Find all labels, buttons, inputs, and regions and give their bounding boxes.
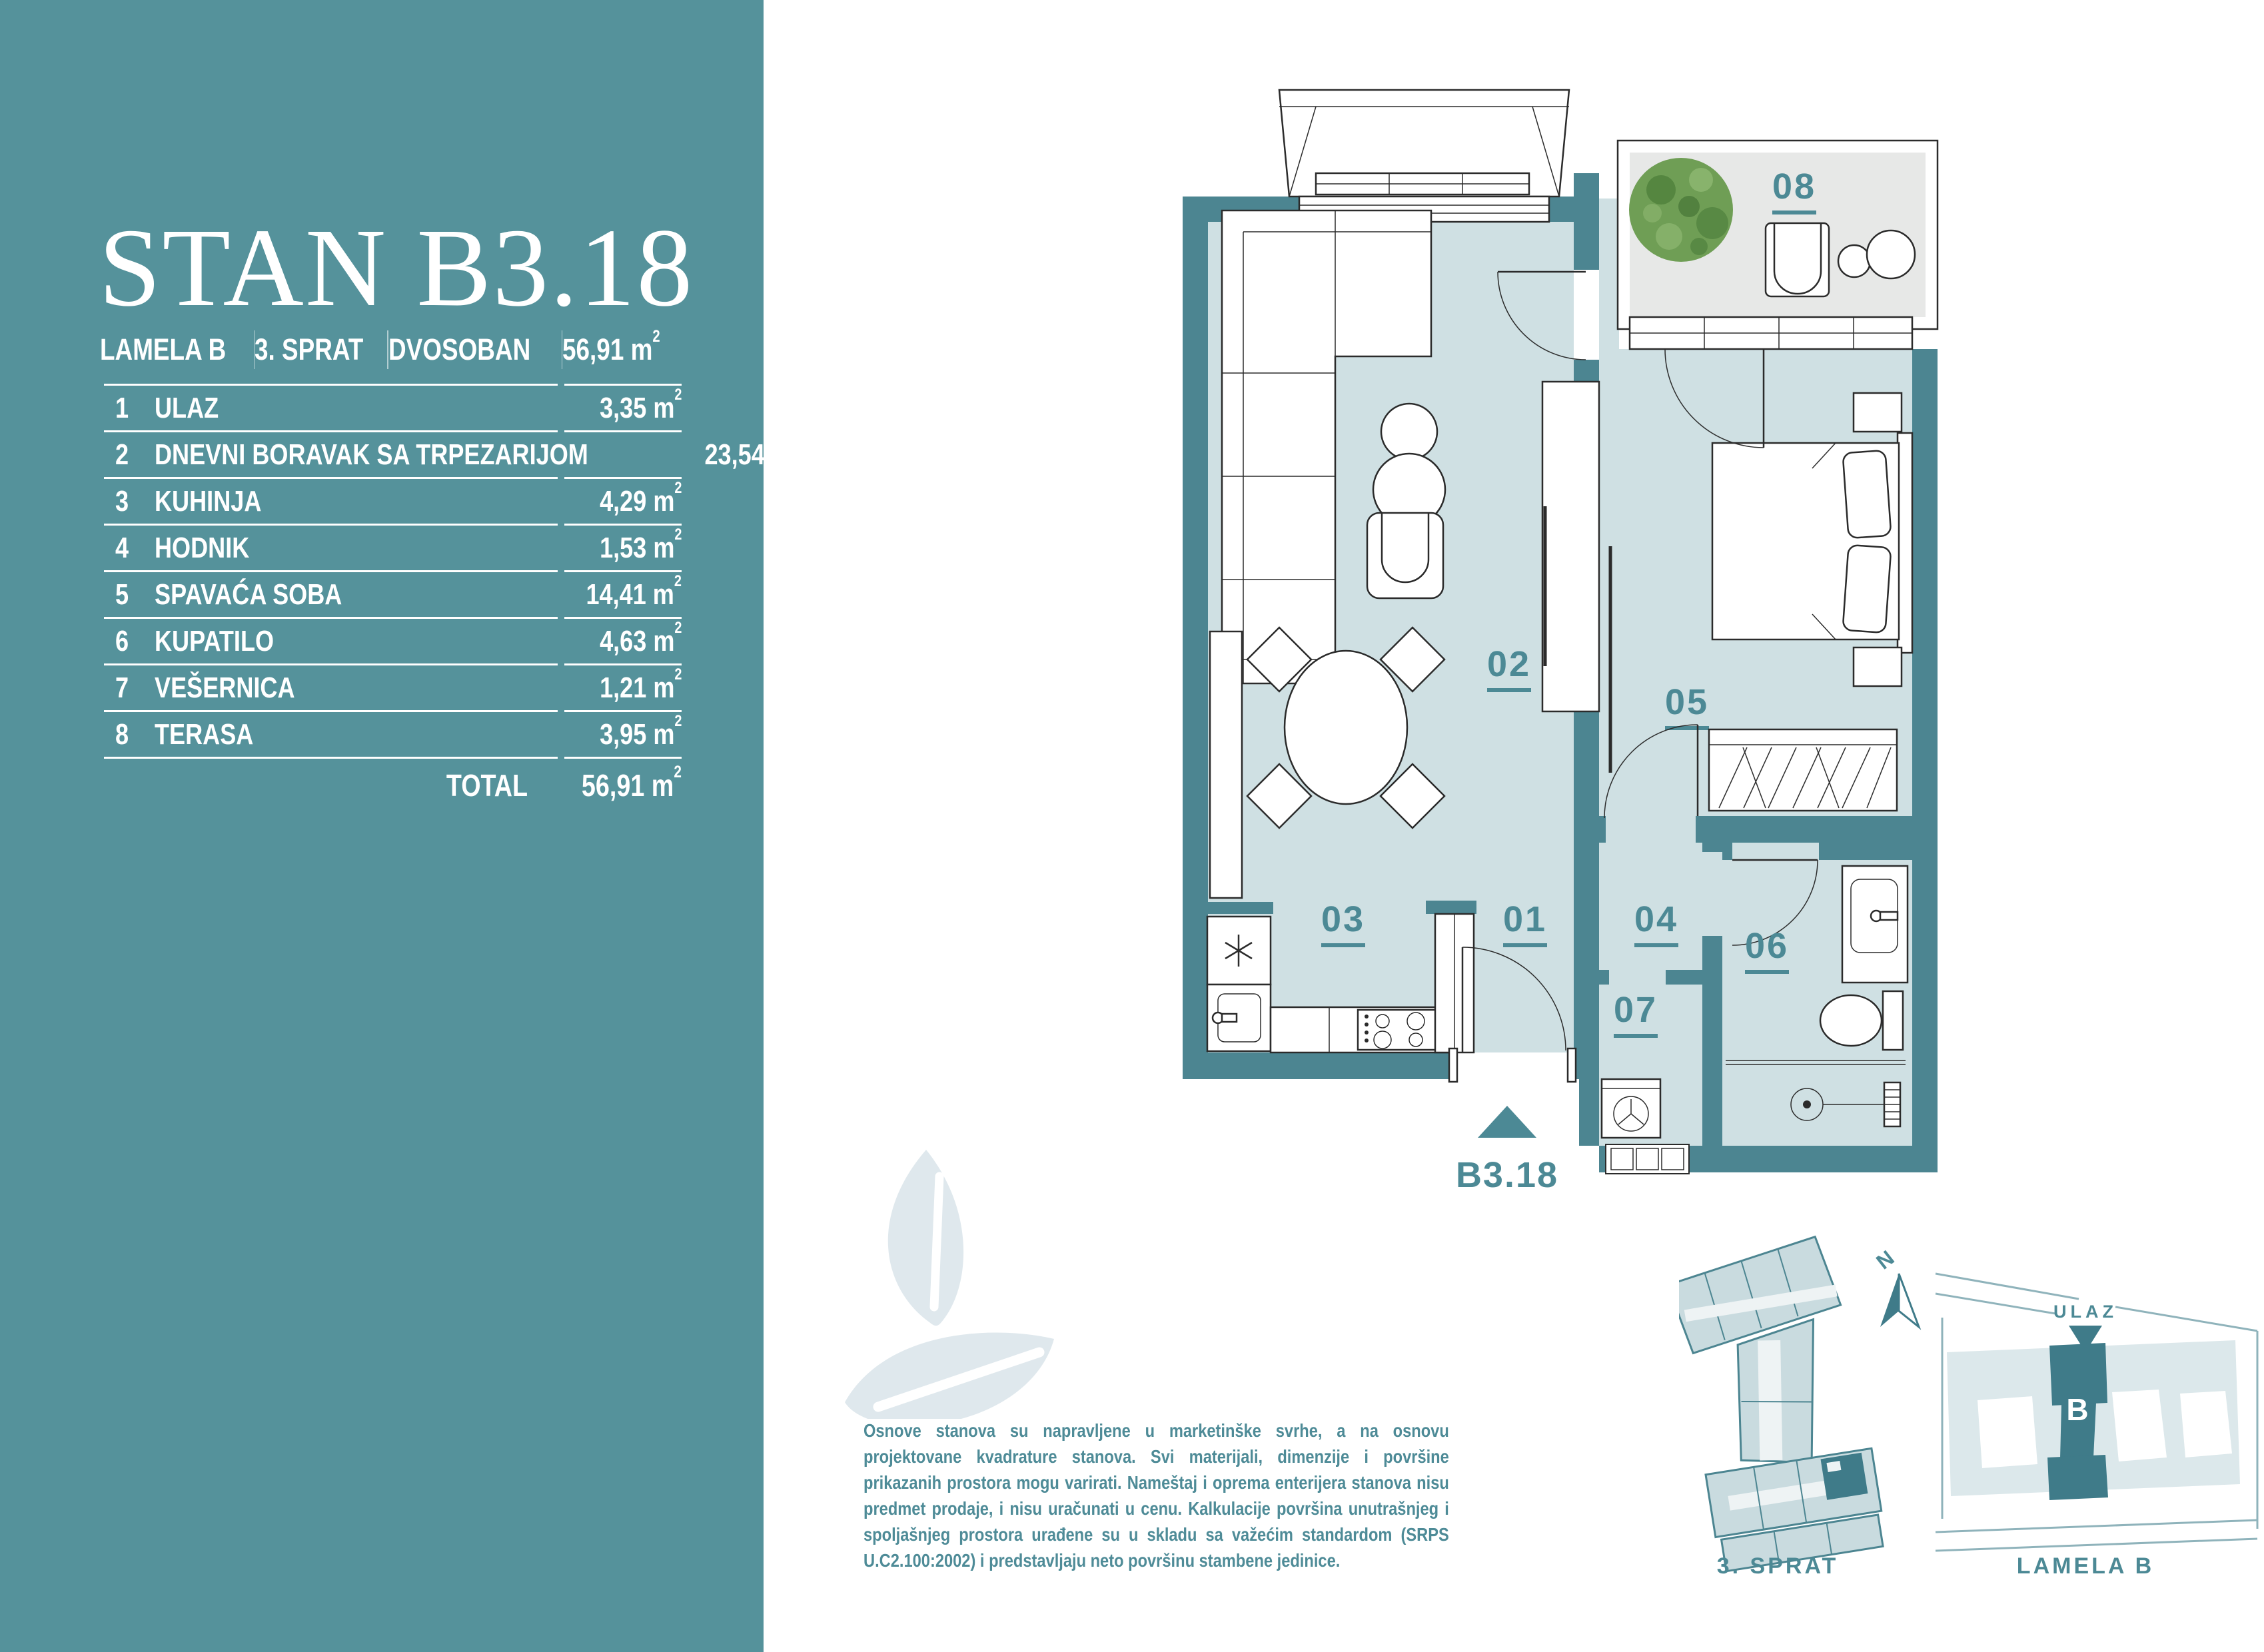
disclaimer-text: Osnove stanova su napravljene u marketinške svrhe, a na osnovu projektovane kvadrature stanova. Svi materijali, dimenzije i površine prikazanih prostora mogu varirati. Nameštaj i oprema enterijera stanova nisu predmet prodaje, i nisu uračunati u cenu. Kalkulacije površina unutrašnjeg i spoljašnjeg prostora urađene su u skladu sa važećim standardom (SRPS U.C2.100:2002) i predstavljaju neto površinu stambene jedinice. (863, 1420, 1449, 1571)
room-label-underline (1772, 210, 1816, 214)
room-name: SPAVAĆA SOBA (155, 578, 342, 611)
total-area: 56,91 $m^2$ (582, 763, 682, 803)
room-label-ulaz: 01 (1502, 899, 1548, 939)
room-label-underline (1503, 943, 1547, 947)
armchair (1367, 513, 1443, 598)
wall-corr-bath-b (1702, 936, 1722, 1146)
wall-porch (1579, 1079, 1599, 1146)
toilet (1820, 991, 1903, 1050)
meta-floor: 3. SPRAT (255, 332, 364, 366)
table-line (104, 757, 682, 759)
svg-text:N: N (1872, 1245, 1899, 1274)
table-row (104, 572, 682, 617)
room-number: 1 (115, 391, 129, 424)
table-row (104, 386, 682, 430)
wall-corr-bath-a (1702, 843, 1722, 852)
building-letter: B (2066, 1392, 2089, 1427)
wall-bath-top-a (1722, 843, 1732, 860)
room-label-terasa: 08 (1772, 167, 1817, 206)
room-area: 23,54 $m^2$ (704, 432, 800, 471)
highlighted-unit (1820, 1453, 1868, 1500)
wall-bath-top-b (1819, 843, 1912, 860)
room-area: 3,95 $m^2$ (599, 711, 682, 751)
room-name: VEŠERNICA (155, 671, 295, 704)
floor-plan (1179, 80, 1946, 1212)
mini-diagrams (1679, 1232, 2264, 1605)
table-row (104, 432, 800, 477)
terrace-table-large (1867, 230, 1915, 278)
room-label-underline (1745, 970, 1789, 974)
room-name: ULAZ (155, 391, 219, 424)
room-name: KUHINJA (155, 484, 262, 518)
wall-corr7-b (1666, 970, 1702, 985)
room-area: 14,41 $m^2$ (586, 572, 682, 611)
room-label-underline (1487, 688, 1531, 692)
room-number: 3 (115, 484, 129, 518)
table-line (104, 570, 682, 572)
washing-machine (1602, 1079, 1660, 1138)
kitchen-sink (1207, 985, 1271, 1051)
side-table (1381, 404, 1437, 460)
meta-lamela: LAMELA B (100, 332, 227, 366)
room-name: HODNIK (155, 531, 250, 564)
table-line (104, 663, 682, 665)
room-number: 8 (115, 717, 129, 751)
room-table (104, 384, 800, 812)
nightstand (1854, 647, 1902, 686)
terrace-table-small (1838, 245, 1870, 277)
bay-window (1279, 90, 1569, 197)
lobby-floor (1599, 199, 1619, 349)
wall-right (1912, 349, 1938, 1172)
site-entrance-label: ULAZ (2053, 1302, 2117, 1322)
floor-key-label: 3. SPRAT (1716, 1553, 1839, 1579)
sidebar (0, 0, 800, 1652)
room-label-spavaca: 05 (1664, 682, 1710, 722)
table-row (104, 479, 682, 524)
room-number: 7 (115, 671, 129, 704)
room-number: 5 (115, 578, 129, 611)
bathroom-sink (1842, 866, 1908, 983)
room-label-kuhinja: 03 (1321, 899, 1366, 939)
room-area: 1,21 $m^2$ (599, 665, 682, 704)
bedroom-window (1630, 317, 1912, 349)
room-name: KUPATILO (155, 624, 275, 657)
terrace (1618, 141, 1938, 329)
table-line (104, 384, 682, 386)
room-area: 4,63 $m^2$ (599, 618, 682, 657)
room-name: DNEVNI BORAVAK SA TRPEZARIJOM (155, 438, 588, 471)
bed (1712, 433, 1912, 653)
room-number: 4 (115, 531, 129, 564)
site-plan (1936, 1274, 2257, 1551)
room-label-underline (1634, 943, 1678, 947)
wall-living-right-upper (1574, 173, 1599, 270)
room-label-underline (1614, 1034, 1658, 1038)
room-area: 4,29 $m^2$ (599, 478, 682, 518)
entry-cabinet (1606, 1144, 1689, 1174)
room-area: 1,53 $m^2$ (599, 525, 682, 564)
compass-icon (1872, 1246, 1919, 1327)
room-area: 3,35 $m^2$ (599, 385, 682, 424)
site-label: LAMELA B (2016, 1553, 2155, 1579)
unit-label: B3.18 (1455, 1155, 1559, 1195)
console-cabinet (1210, 631, 1242, 898)
room-name: TERASA (155, 717, 254, 751)
table-line (104, 524, 682, 526)
table-row (104, 665, 682, 710)
total-label: TOTAL (446, 768, 528, 803)
room-label-vesernica: 07 (1613, 990, 1658, 1030)
room-label-dnevni: 02 (1486, 644, 1532, 684)
table-row (104, 619, 682, 663)
wall-kitchen-stub (1186, 902, 1273, 914)
room-label-underline (1321, 943, 1365, 947)
wardrobe (1709, 729, 1897, 811)
apartment-meta (100, 327, 682, 369)
leaf-watermark-icon (820, 1132, 1059, 1419)
total-row (104, 759, 682, 812)
wall-left (1183, 197, 1208, 1079)
nightstand (1854, 393, 1902, 432)
meta-type: DVOSOBAN (388, 332, 530, 366)
meta-area: 56,91 $m^2$ (562, 327, 660, 366)
wall-corr7-a (1599, 970, 1609, 985)
room-label-kupatilo: 06 (1744, 926, 1790, 966)
terrace-chair (1766, 223, 1829, 296)
page-title: STAN B3.18 (99, 206, 694, 330)
room-number: 6 (115, 624, 129, 657)
table-row (104, 526, 682, 570)
table-line (104, 430, 682, 432)
table-line (104, 477, 682, 479)
wall-bottom-left (1183, 1052, 1456, 1079)
wall-bed-bottom-a (1599, 816, 1606, 843)
plant-icon (1629, 158, 1733, 262)
entrance-arrow (1478, 1106, 1536, 1138)
wall-kitchen-hall (1426, 901, 1476, 914)
table-row (104, 712, 682, 757)
wall-bed-bottom-b (1696, 816, 1912, 843)
table-line (104, 617, 682, 619)
room-number: 2 (115, 438, 129, 471)
room-label-hodnik: 04 (1634, 899, 1679, 939)
floor-key-plan (1679, 1233, 1887, 1573)
table-line (104, 710, 682, 712)
